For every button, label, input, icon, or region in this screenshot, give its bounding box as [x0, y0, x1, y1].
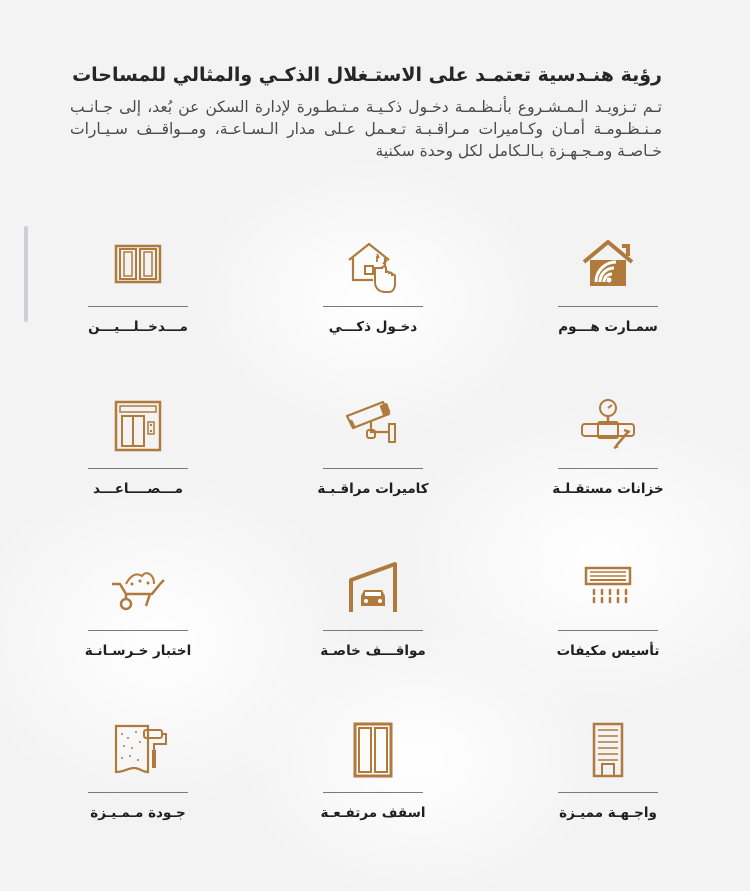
feature-label: سمـارت هـــوم — [558, 319, 658, 335]
feature-parking — [320, 556, 426, 718]
divider — [558, 630, 658, 631]
feature-double-entrance — [88, 232, 188, 394]
feature-concrete — [84, 556, 192, 718]
feature-label: مـــدخــلـــيـــن — [88, 319, 188, 335]
air-conditioner-icon — [576, 556, 640, 620]
water-tank-icon — [576, 394, 640, 458]
double-door-icon — [106, 232, 170, 296]
feature-label: كاميرات مراقـبـة — [317, 481, 429, 497]
feature-cameras — [317, 394, 429, 556]
feature-label: تأسيس مكيفات — [556, 643, 660, 659]
quality-paint-roller-icon — [106, 718, 170, 782]
feature-elevators — [88, 394, 188, 556]
divider — [88, 792, 188, 793]
intro-section — [70, 60, 662, 162]
scroll-indicator[interactable] — [24, 226, 28, 322]
parking-garage-icon — [341, 556, 405, 620]
feature-label: خزانات مستقـلـة — [552, 481, 664, 497]
divider — [558, 306, 658, 307]
feature-water-tanks — [552, 394, 664, 556]
feature-facade — [558, 718, 658, 880]
feature-smart-entry — [323, 232, 423, 394]
divider — [323, 630, 423, 631]
feature-label: جـودة مـمـيـزة — [90, 805, 186, 821]
security-camera-icon — [341, 394, 405, 458]
feature-quality — [88, 718, 188, 880]
features-grid — [84, 232, 664, 880]
section-title: رؤية هنـدسية تعتمـد على الاستـغلال الذكـي والمثالي للمساحات — [72, 64, 662, 86]
divider — [558, 792, 658, 793]
section-description: تـم تـزويـد الـمـشـروع بأنـظـمـة دخـول ذكـيـة مـتـطـورة لإدارة السكن عن بُعد، إلى جـانـب مـنـظـومـة أمـان وكـاميرات مـراقـبـة تـعـمل عـلى مدار الـسـاعـة، ومــواقــف سـيـارات خـاصـة ومـجـهـزة بـالـكامل لكل وحدة سكنية — [70, 98, 662, 160]
feature-label: واجـهـة مميـزة — [559, 805, 657, 821]
elevator-icon — [106, 394, 170, 458]
feature-label: اختبار خـرسـانـة — [84, 643, 192, 659]
feature-smart-home — [558, 232, 658, 394]
feature-high-ceilings — [320, 718, 426, 880]
concrete-wheelbarrow-icon — [106, 556, 170, 620]
feature-label: مـــصــــاعـــد — [93, 481, 183, 497]
smart-home-icon — [576, 232, 640, 296]
divider — [323, 468, 423, 469]
divider — [88, 630, 188, 631]
divider — [88, 468, 188, 469]
feature-label: مواقـــف خاصـة — [320, 643, 426, 659]
divider — [323, 792, 423, 793]
high-ceiling-window-icon — [341, 718, 405, 782]
divider — [558, 468, 658, 469]
smart-entry-icon — [341, 232, 405, 296]
divider — [323, 306, 423, 307]
divider — [88, 306, 188, 307]
feature-label: اسقف مرتفـعـة — [320, 805, 426, 821]
facade-building-icon — [576, 718, 640, 782]
feature-label: دخـول ذكـــي — [328, 319, 418, 335]
feature-ac — [558, 556, 658, 718]
